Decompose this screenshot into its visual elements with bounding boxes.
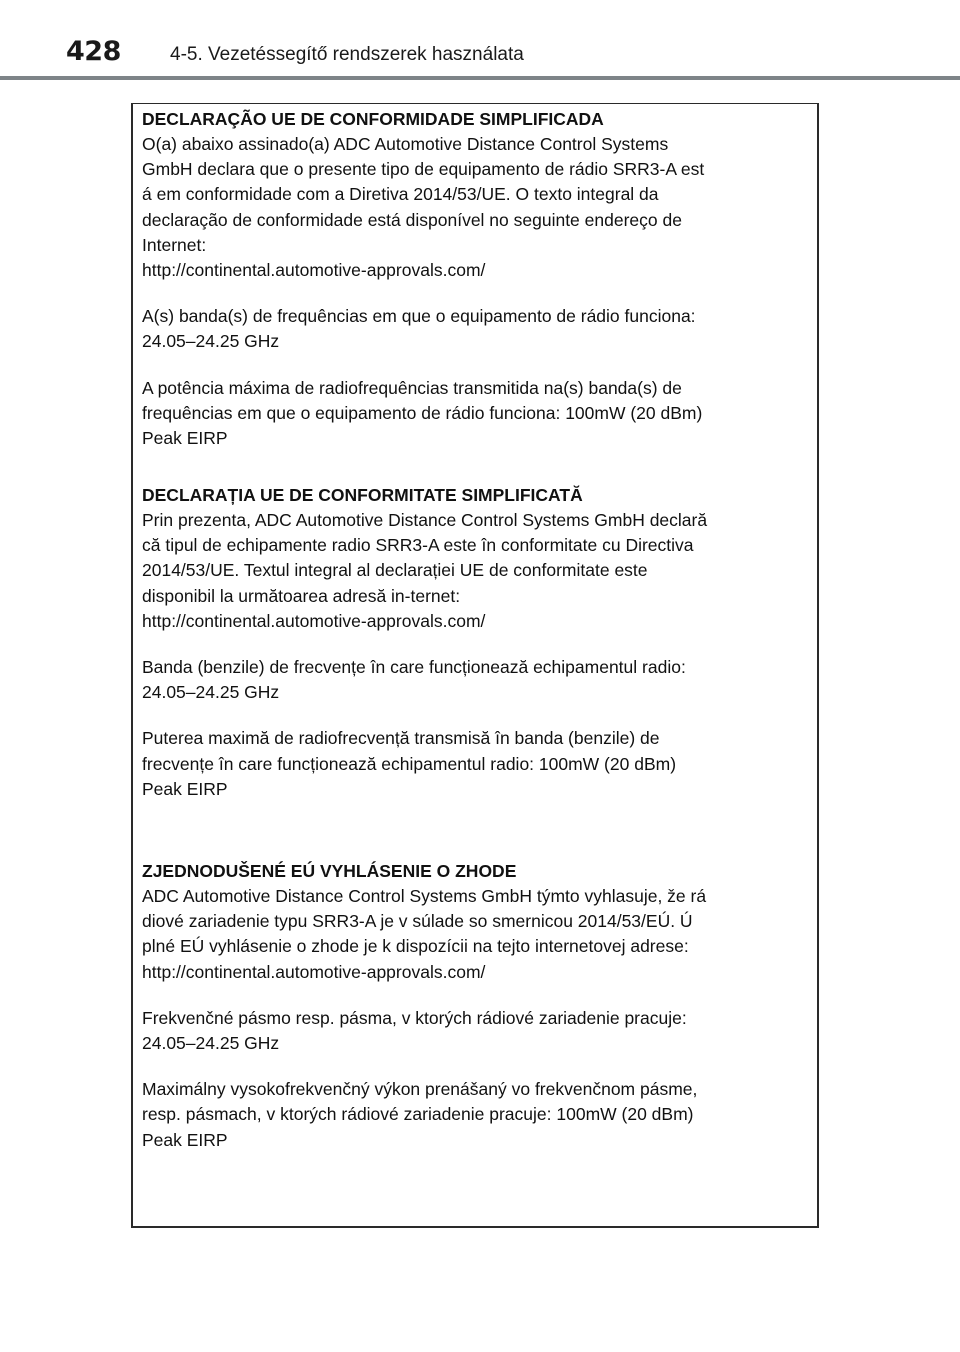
declaration-section-pt: [133, 107, 817, 451]
text-line: A(s) banda(s) de frequências em que o equipamento de rádio funciona:: [142, 306, 696, 327]
text-line: frequências em que o equipamento de rádio funciona: 100mW (20 dBm): [142, 402, 703, 423]
text-line: disponibil la următoarea adresă in-ternet:: [142, 585, 461, 606]
frequency-band: 24.05–24.25 GHz: [142, 1033, 280, 1054]
frequency-band: 24.05–24.25 GHz: [142, 682, 280, 703]
text-line: Internet:: [142, 234, 207, 255]
text-line: că tipul de echipamente radio SRR3-A este în conformitate cu Directiva: [142, 535, 694, 556]
text-line: Prin prezenta, ADC Automotive Distance Control Systems GmbH declară: [142, 510, 708, 530]
url-text: http://continental.automotive-approvals.com/: [142, 961, 486, 982]
text-line: Peak EIRP: [142, 778, 228, 799]
text-line: 2014/53/UE. Textul integral al declarației UE de conformitate este: [142, 560, 648, 581]
url-text: http://continental.automotive-approvals.com/: [142, 610, 486, 631]
text-line: diové zariadenie typu SRR3-A je v súlade so smernicou 2014/53/EÚ. Ú: [142, 911, 693, 932]
text-line: Puterea maximă de radiofrecvență transmisă în banda (benzile) de: [142, 728, 660, 749]
text-line: GmbH declara que o presente tipo de equipamento de rádio SRR3-A est: [142, 159, 705, 180]
section-title: ZJEDNODUŠENÉ EÚ VYHLÁSENIE O ZHODE: [142, 861, 517, 881]
section-title: DECLARAÇÃO UE DE CONFORMIDADE SIMPLIFICADA: [142, 109, 604, 129]
declaration-box: [131, 103, 819, 1228]
chapter-title: 4-5. Vezetéssegítő rendszerek használata: [170, 44, 524, 65]
section-title: DECLARAȚIA UE DE CONFORMITATE SIMPLIFICATĂ: [142, 485, 583, 505]
text-line: á em conformidade com a Diretiva 2014/53/UE. O texto integral da: [142, 184, 659, 205]
header-rule: [0, 76, 960, 80]
declaration-section-sk: [133, 859, 817, 1153]
text-line: Banda (benzile) de frecvențe în care funcționează echipamentul radio:: [142, 657, 686, 678]
page-header: [0, 0, 960, 80]
text-line: O(a) abaixo assinado(a) ADC Automotive Distance Control Systems: [142, 134, 669, 154]
url-text: http://continental.automotive-approvals.com/: [142, 260, 486, 281]
text-line: ADC Automotive Distance Control Systems GmbH týmto vyhlasuje, že rá: [142, 886, 707, 906]
frequency-band: 24.05–24.25 GHz: [142, 331, 280, 352]
text-line: resp. pásmach, v ktorých rádiové zariadenie pracuje: 100mW (20 dBm): [142, 1104, 694, 1125]
text-line: plné EÚ vyhlásenie o zhode je k dispozícii na tejto internetovej adrese:: [142, 936, 689, 957]
text-line: Maximálny vysokofrekvenčný výkon prenášaný vo frekvenčnom pásme,: [142, 1079, 698, 1100]
text-line: Frekvenčné pásmo resp. pásma, v ktorých rádiové zariadenie pracuje:: [142, 1007, 687, 1028]
text-line: Peak EIRP: [142, 428, 228, 449]
text-line: Peak EIRP: [142, 1129, 228, 1150]
declaration-section-ro: [133, 483, 817, 802]
page-number: 428: [66, 36, 121, 67]
text-line: declaração de conformidade está disponível no seguinte endereço de: [142, 209, 682, 230]
text-line: A potência máxima de radiofrequências transmitida na(s) banda(s) de: [142, 377, 682, 398]
text-line: frecvențe în care funcționează echipamentul radio: 100mW (20 dBm): [142, 753, 677, 774]
